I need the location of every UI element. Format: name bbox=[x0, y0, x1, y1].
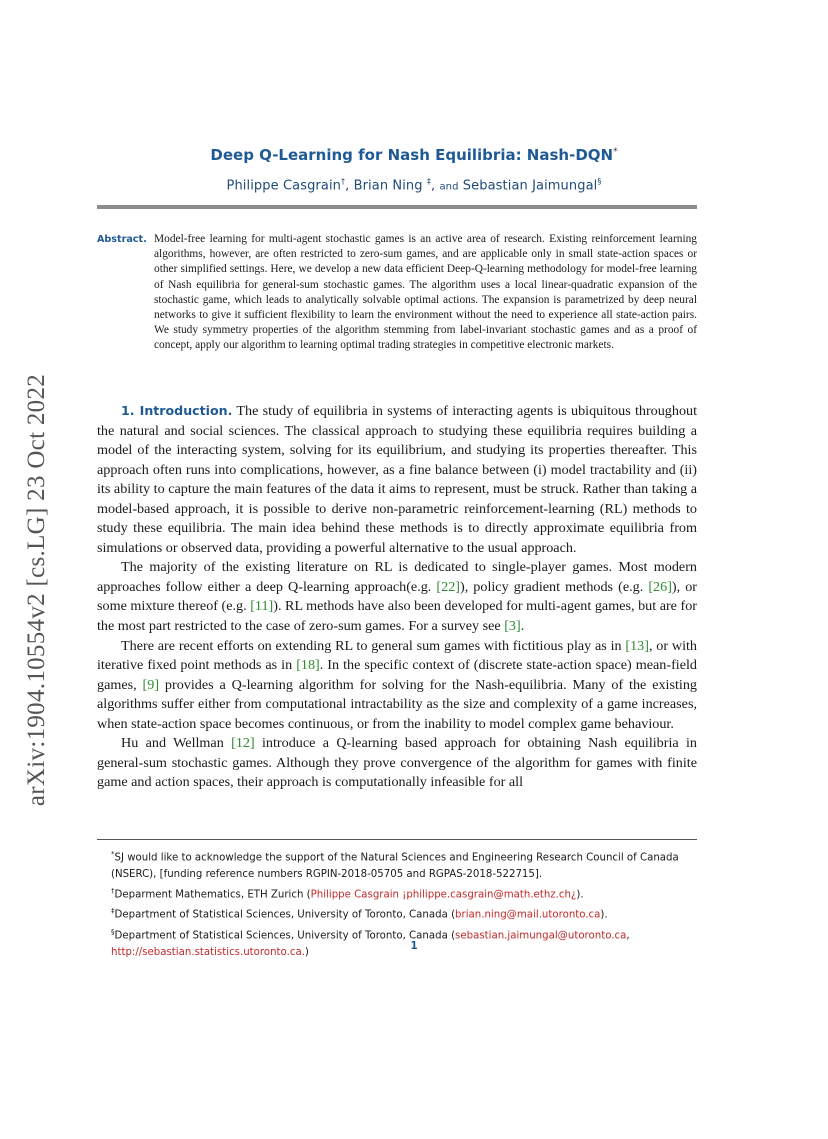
footnote-text: ) bbox=[304, 946, 309, 958]
footnote-text: ). bbox=[600, 909, 608, 921]
footnote-text: SJ would like to acknowledge the support of the Natural Sciences and Engineering Research Council of Canada (NSERC), [funding reference numbers RGPIN-2018-05705 and RGPAS-2018-522715]. bbox=[111, 852, 679, 880]
paragraph-text: . bbox=[520, 618, 525, 635]
title-text: Deep Q-Learning for Nash Equilibria: Nash-DQN bbox=[210, 146, 614, 164]
citation-link[interactable]: [9] bbox=[142, 676, 160, 693]
paragraph-text: ). RL methods have also been developed for multi-agent games, but are for the most part restricted to the case of zero-sum games. For a survey see bbox=[97, 598, 697, 635]
footnote-rule bbox=[97, 839, 697, 840]
author-footnote-mark: ‡ bbox=[426, 177, 431, 186]
paragraph bbox=[97, 558, 697, 636]
email-link[interactable]: Philippe Casgrain ¡philippe.casgrain@math.ethz.ch¿ bbox=[310, 889, 577, 901]
footnote-text: ). bbox=[576, 889, 584, 901]
author-name: Sebastian Jaimungal bbox=[462, 178, 598, 194]
abstract-text: Model-free learning for multi-agent stochastic games is an active area of research. Existing reinforcement learning algorithms, however, are often restricted to zero-sum games, and are applicable only in small state-action spaces or other simplified settings. Here, we develop a new data efficient Deep-Q-learning methodology for model-free learning of Nash equilibria for general-sum stochastic games. The algorithm uses a local linear-quadratic expansion of the stochastic game, which leads to analytically solvable optimal actions. The expansion is parametrized by deep neural networks to give it sufficient flexibility to learn the environment without the need to experience all state-action pairs. We study symmetry properties of the algorithm stemming from label-invariant stochastic games and as a proof of concept, apply our algorithm to learning optimal trading strategies in competitive electronic markets. bbox=[154, 233, 697, 352]
footnote-text: , bbox=[626, 930, 630, 942]
main-body bbox=[97, 401, 697, 793]
footnote-text: Department of Statistical Sciences, University of Toronto, Canada ( bbox=[114, 909, 456, 921]
citation-link[interactable]: [18] bbox=[296, 657, 320, 674]
author-list bbox=[0, 177, 828, 193]
citation-link[interactable]: [11] bbox=[250, 598, 274, 615]
footnote-mark: * bbox=[111, 850, 115, 858]
author-footnote-mark: § bbox=[597, 177, 602, 186]
page-number: 1 bbox=[410, 940, 418, 952]
author-conjunction: and bbox=[439, 181, 459, 193]
paper-header bbox=[0, 146, 828, 193]
footnote-mark: † bbox=[111, 886, 115, 895]
author-footnote-mark: † bbox=[341, 177, 346, 186]
paragraph-text: There are recent efforts on extending RL to general sum games with fictitious play as in bbox=[121, 637, 626, 654]
citation-link[interactable]: [3] bbox=[504, 618, 521, 635]
paragraph-text: ), or some mixture thereof (e.g. bbox=[97, 578, 698, 615]
paragraph bbox=[97, 734, 697, 793]
footnote-funding bbox=[97, 846, 697, 883]
abstract bbox=[97, 232, 697, 354]
footnote-affiliation bbox=[97, 903, 697, 924]
footnote-mark: § bbox=[111, 927, 115, 936]
abstract-label: Abstract. bbox=[97, 234, 147, 245]
citation-link[interactable]: [22] bbox=[436, 578, 460, 595]
citation-link[interactable]: [12] bbox=[231, 735, 255, 752]
author-separator: , bbox=[430, 178, 436, 194]
footnote-affiliation bbox=[97, 883, 697, 904]
paragraph-text: introduce a Q-learning based approach for obtaining Nash equilibria in general-sum stochastic games. Although they prove convergence of the algorithm for games with finite game and action spaces, their approach is computationally infeasible for all bbox=[97, 735, 697, 791]
author-separator: , bbox=[345, 178, 350, 194]
paragraph-text: . In the specific context of (discrete state-action space) mean-field games, bbox=[97, 657, 698, 693]
section-heading: 1. Introduction. bbox=[121, 403, 233, 418]
email-link[interactable]: sebastian.jaimungal@utoronto.ca bbox=[455, 930, 627, 942]
author-name: Philippe Casgrain bbox=[226, 178, 341, 194]
website-link[interactable]: http://sebastian.statistics.utoronto.ca. bbox=[111, 946, 305, 958]
footnote-text: Deparment Mathematics, ETH Zurich ( bbox=[114, 889, 311, 901]
title-rule bbox=[97, 205, 697, 209]
paragraph-text: The study of equilibria in systems of interacting agents is ubiquitous throughout the natural and social sciences. The classical approach to studying these equilibria requires building a model of the interacting system, solving for its equilibrium, and studying its properties thereafter. This approach often runs into complications, however, as a fine balance between (i) model tractability and (ii) its ability to capture the main features of the data it aims to represent, must be struck. Rather than taking a model-based approach, it is possible to derive non-parametric reinforcement-learning (RL) methods to study these equilibria. The main idea behind these methods is to directly approximate equilibria from simulations or observed data, providing a powerful alternative to the usual approach. bbox=[97, 403, 698, 556]
paragraph-text: Hu and Wellman bbox=[121, 735, 232, 752]
paragraph bbox=[97, 401, 697, 558]
arxiv-sidebar-stamp bbox=[22, 355, 52, 825]
email-link[interactable]: brian.ning@mail.utoronto.ca bbox=[455, 909, 601, 921]
paragraph-text: provides a Q-learning algorithm for solving for the Nash-equilibria. Many of the existing algorithms suffer either from computational intractability as the size and complexity of a game increases, when state-action space becomes continuous, or from the inability to model complex game behaviour. bbox=[97, 676, 697, 732]
paragraph bbox=[97, 637, 697, 735]
title-footnote-mark: * bbox=[613, 147, 618, 157]
paragraph-text: ), policy gradient methods (e.g. bbox=[459, 578, 649, 595]
author-name: Brian Ning bbox=[353, 178, 423, 194]
footnote-text: Department of Statistical Sciences, University of Toronto, Canada ( bbox=[114, 930, 456, 942]
citation-link[interactable]: [13] bbox=[625, 637, 649, 654]
paragraph-text: The majority of the existing literature on RL is dedicated to single-player games. Most modern approaches follow either a deep Q-learning approach(e.g. bbox=[97, 559, 697, 595]
citation-link[interactable]: [26] bbox=[648, 578, 672, 595]
paragraph-text: , or with iterative fixed point methods as in bbox=[97, 637, 697, 674]
arxiv-identifier: arXiv:1904.10554v2 [cs.LG] 23 Oct 2022 bbox=[23, 373, 51, 807]
paper-title bbox=[0, 146, 828, 164]
footnote-mark: ‡ bbox=[111, 907, 115, 916]
